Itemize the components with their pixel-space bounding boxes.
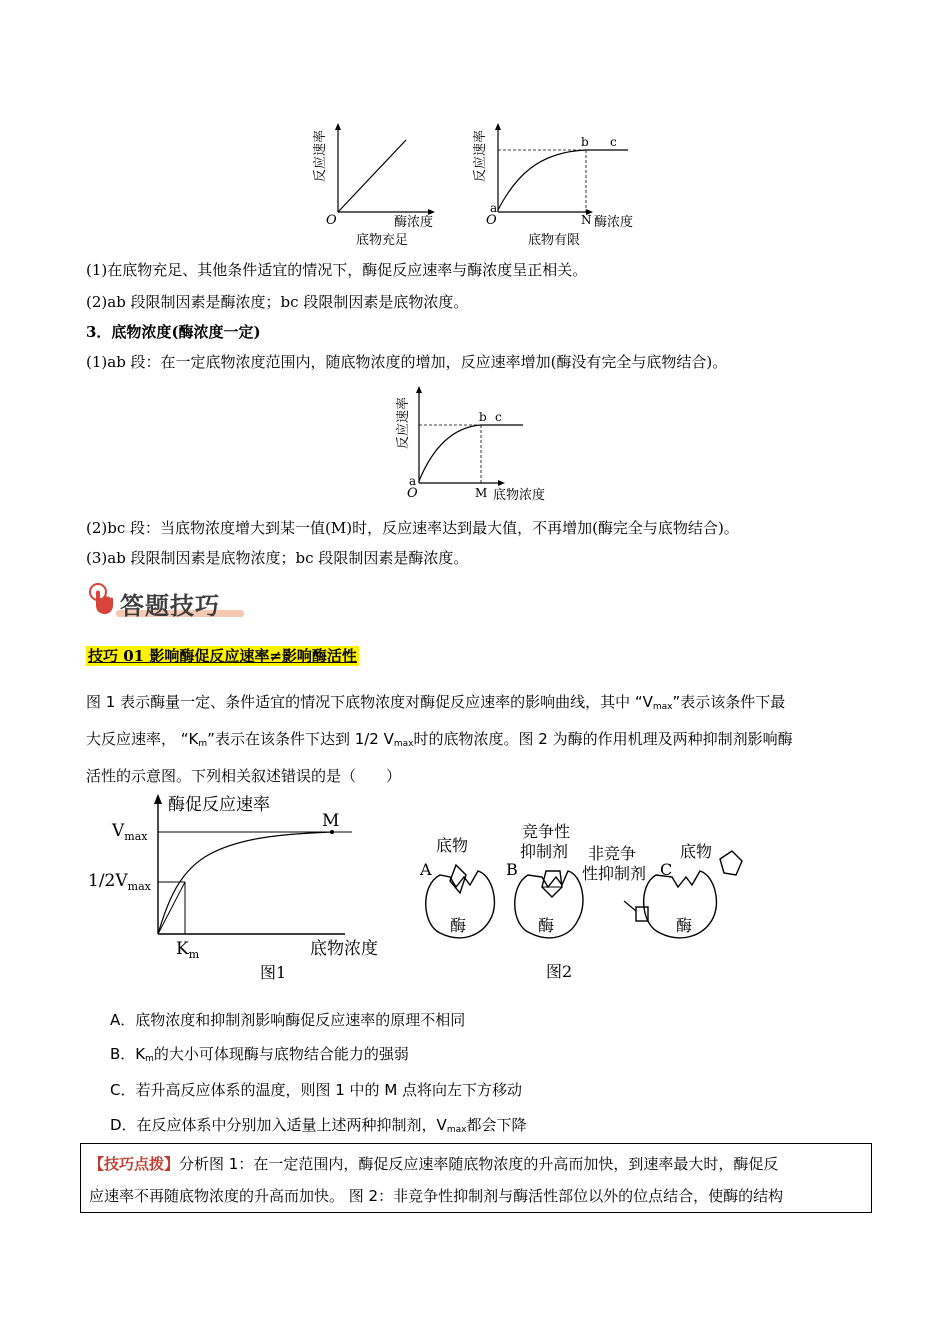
answer-skills-banner — [86, 582, 246, 618]
fig2-noncompetitive-1: 非竞争 — [588, 844, 637, 863]
right-point-n: N — [581, 213, 592, 227]
fig2-substrate2: 底物 — [680, 842, 713, 861]
fig1-ylabel: 酶促反应速率 — [168, 795, 270, 815]
fig2-substrate1: 底物 — [436, 836, 469, 855]
left-y-arrow — [335, 123, 341, 130]
inhibitor-b-shape — [542, 871, 562, 897]
figure-1-svg — [88, 790, 400, 985]
tip-line-1: 【技巧点拨】分析图 1：在一定范围内，酶促反应速率随底物浓度的升高而加快，到速率最大时，酶促反 — [89, 1155, 779, 1173]
substrate-a-shape — [450, 865, 466, 893]
question-line-2: 大反应速率， “$K_m$”表示在该条件下达到 1/2 $V_{max}$时的底物浓度。图 2 为酶的作用机理及两种抑制剂影响酶 — [86, 730, 793, 749]
fig1-half-vmax-label: $1/2V_{max}$ — [88, 871, 151, 893]
mid-y-arrow — [416, 386, 422, 393]
fig1-vmax-label: $V_{max}$ — [112, 821, 148, 843]
fig2-noncompetitive-2: 性抑制剂 — [582, 864, 647, 883]
question-line-3: 活性的示意图。下列相关叙述错误的是（ ） — [86, 767, 402, 785]
left-caption: 底物充足 — [356, 233, 409, 248]
banner-title: 答题技巧 — [120, 592, 220, 620]
fig2-caption: 图2 — [546, 962, 573, 981]
mid-x-arrow — [498, 480, 505, 486]
question-text — [86, 686, 866, 792]
mid-point-a: a — [409, 474, 417, 488]
fig2-competitive-2: 抑制剂 — [520, 842, 569, 861]
option-a: A．底物浓度和抑制剂影响酶促反应速率的原理不相同 — [110, 1011, 466, 1029]
right-ylabel: 反应速率 — [473, 129, 488, 182]
right-y-arrow — [495, 123, 501, 130]
mid-point-b: b — [479, 410, 487, 424]
noncompetitive-arrow — [624, 901, 636, 911]
fig1-km-label: $K_m$ — [176, 939, 200, 961]
paragraph-3: (1)ab 段：在一定底物浓度范围内，随底物浓度的增加，反应速率增加(酶没有完全与底物结合)。 — [86, 353, 728, 371]
option-d: D．在反应体系中分别加入适量上述两种抑制剂，$V_{max}$都会下降 — [110, 1116, 527, 1135]
fig2-enzyme2: 酶 — [538, 916, 555, 935]
fig1-y-arrow — [154, 794, 162, 804]
fig2-label-c: C — [660, 860, 673, 879]
fig2-label-b: B — [506, 860, 518, 879]
right-xlabel: 酶浓度 — [594, 215, 634, 230]
mid-xlabel: 底物浓度 — [493, 488, 546, 503]
fig2-enzyme1: 酶 — [450, 916, 467, 935]
substrate-c-shape — [720, 851, 742, 875]
figure-2 — [410, 815, 760, 985]
mid-ylabel: 反应速率 — [396, 396, 411, 449]
mid-saturation-curve — [419, 425, 523, 481]
mid-point-m: M — [475, 486, 488, 500]
substrate-concentration-figure — [395, 385, 565, 507]
fig1-initial-slope — [158, 882, 185, 934]
enzyme-concentration-svg — [310, 122, 650, 252]
tip-box — [80, 1143, 872, 1213]
left-xlabel: 酶浓度 — [394, 215, 434, 230]
question-line-1: 图 1 表示酶量一定、条件适宜的情况下底物浓度对酶促反应速率的影响曲线，其中 “$V_{max}$”表示该条件下最 — [86, 693, 786, 712]
right-point-a: a — [490, 201, 498, 215]
right-point-b: b — [581, 135, 589, 149]
paragraph-4: (2)bc 段：当底物浓度增大到某一值(M)时，反应速率达到最大值，不再增加(酶完全与底物结合)。 — [86, 519, 739, 537]
option-c: C．若升高反应体系的温度，则图 1 中的 M 点将向左下方移动 — [110, 1081, 523, 1099]
paragraph-5: (3)ab 段限制因素是底物浓度；bc 段限制因素是酶浓度。 — [86, 549, 469, 567]
enzyme-concentration-figures — [310, 122, 650, 252]
option-b: B．$K_m$的大小可体现酶与底物结合能力的强弱 — [110, 1045, 409, 1064]
pointing-hand-icon — [86, 582, 116, 616]
mid-origin: O — [407, 486, 418, 501]
right-caption: 底物有限 — [528, 233, 581, 248]
paragraph-2: (2)ab 段限制因素是酶浓度；bc 段限制因素是底物浓度。 — [86, 293, 469, 311]
left-origin: O — [326, 213, 337, 228]
fig2-label-a: A — [420, 860, 432, 879]
right-saturation-curve — [498, 150, 628, 210]
tip-head: 【技巧点拨】 — [89, 1155, 180, 1173]
left-ylabel: 反应速率 — [313, 129, 328, 182]
mid-point-c: c — [495, 410, 502, 424]
right-point-c: c — [610, 135, 617, 149]
right-origin: O — [486, 213, 497, 228]
section-heading-3: 3．底物浓度(酶浓度一定) — [86, 323, 261, 341]
fig2-enzyme3: 酶 — [676, 916, 693, 935]
left-linear-curve — [338, 140, 406, 212]
figure-1 — [88, 790, 400, 985]
substrate-concentration-svg — [395, 385, 565, 507]
fig1-point-m: M — [322, 811, 340, 831]
fig1-xlabel: 底物浓度 — [310, 939, 378, 959]
fig2-competitive-1: 竞争性 — [522, 822, 571, 841]
figure-2-svg — [410, 815, 760, 985]
paragraph-1: (1)在底物充足、其他条件适宜的情况下，酶促反应速率与酶浓度呈正相关。 — [86, 261, 588, 279]
tip-line-2: 应速率不再随底物浓度的升高而加快。 图 2：非竞争性抑制剂与酶活性部位以外的位点结合，使酶的结构 — [89, 1187, 784, 1205]
fig1-caption: 图1 — [260, 963, 287, 982]
skill-title: 技巧 01 影响酶促反应速率≠影响酶活性 — [88, 647, 357, 665]
